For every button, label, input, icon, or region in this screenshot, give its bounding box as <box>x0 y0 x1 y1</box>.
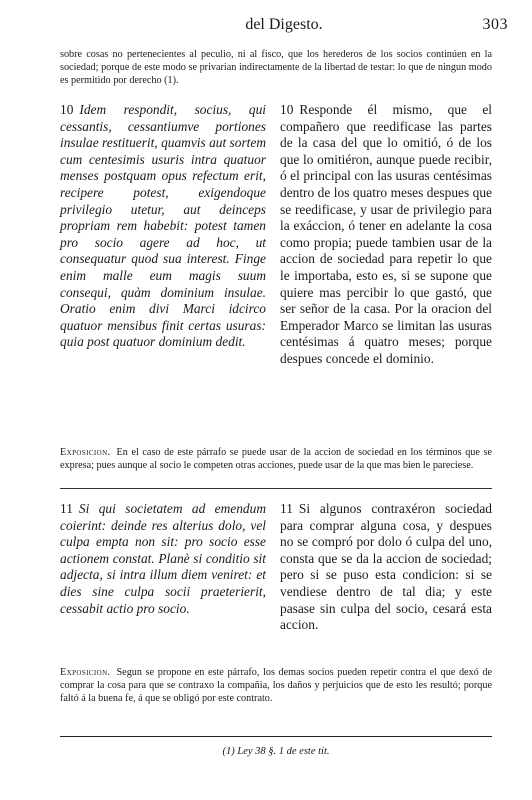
exposicion-label: Exposicion. <box>60 667 111 678</box>
intro-paragraph: sobre cosas no pertenecientes al peculio, ni al fisco, que los herederos de los socios continúen en la sociedad; porque de este modo se privarian indirectamente de la libertad de testar: lo que de ningun modo es permitido por derecho (1). <box>60 49 492 86</box>
latin-text: Idem respondit, socius, qui cessantis, cessantiumve portiones insulae restituerit, quamvis aut sortem cum centesimis usuris intra quatuor menses postquam opus refectum erit, recipere potest, exigendoque privilegio utetur, aut deinceps propriam rem habebit: potest tamen pro socio agere ad hoc, ut consequatur quod sua interest. Finge enim malle eum magis suum consequi, quàm dominium insulae. Oratio enim divi Marci idcirco quatuor mensibus finit certas usuras: quia post quatuor dominium dedit. <box>60 102 266 350</box>
running-title: del Digesto. <box>245 16 323 33</box>
footnote: (1) Ley 38 §. 1 de este tit. <box>222 746 330 757</box>
spanish-text: Responde él mismo, que el compañero que reedificase las partes de la casa del que lo omitió, ó de los que lo omitiéron, aunque puede recibir, ó el principal con las usuras centésimas dentro de los quatro meses despues que se reedificase, y usar de privilegio para la exáccion, ó tener en adelante la cosa como propia; puede tambien usar de la accion de sociedad para repetir lo que le importaba, esto es, si se supone que quiere mas percibir lo que gastó, que ser señor de la casa. Por la oracion del Emperador Marco se limitan las usuras centésimas á quatro meses; porque despues concede el dominio. <box>280 102 492 366</box>
latin-text: Si qui societatem ad emendum coierint: deinde res alterius dolo, vel culpa empta non sit: pro socio esse actionem constat. Planè si conditio sit adjecta, si intra illum diem veniret: et dies sine culpa socii praeterierit, cessabit actio pro socio. <box>60 501 266 616</box>
paragraph-number: 11 <box>60 501 73 516</box>
paragraph-number: 10 <box>60 102 74 117</box>
spanish-column <box>280 102 492 368</box>
latin-column <box>60 102 266 368</box>
paragraph-number: 10 <box>280 102 294 117</box>
exposicion-text: Segun se propone en este párrafo, los demas socios pueden repetir contra el que dexó de comprar la cosa para que se contraxo la compañia, los daños y perjuicios que de esto les resultó; porque faltó á la buena fe, á que se obligó por este contrato. <box>60 667 492 704</box>
spanish-text: Si algunos contraxéron sociedad para comprar alguna cosa, y despues no se compró por dolo ó culpa del uno, consta que se da la accion de sociedad; pero si se puso esta condicion: si se vendiese dentro de tal dia; y este pasase sin culpa del socio, cesará esta accion. <box>280 501 492 633</box>
exposicion-note <box>60 666 492 705</box>
paragraph-number: 11 <box>280 501 293 516</box>
exposicion-label: Exposicion. <box>60 447 111 458</box>
running-header <box>60 16 508 40</box>
spanish-column <box>280 501 492 634</box>
latin-column <box>60 501 266 634</box>
section-10 <box>60 102 492 368</box>
footnote-rule <box>60 736 492 737</box>
divider-rule <box>60 488 492 489</box>
page-number: 303 <box>482 16 508 33</box>
section-11 <box>60 501 492 634</box>
exposicion-note <box>60 446 492 472</box>
exposicion-text: En el caso de este párrafo se puede usar de la accion de sociedad en los términos que se expresa; pues aunque al socio le competen otras acciones, puede usar de la que mas bien le pareciese. <box>60 447 492 471</box>
